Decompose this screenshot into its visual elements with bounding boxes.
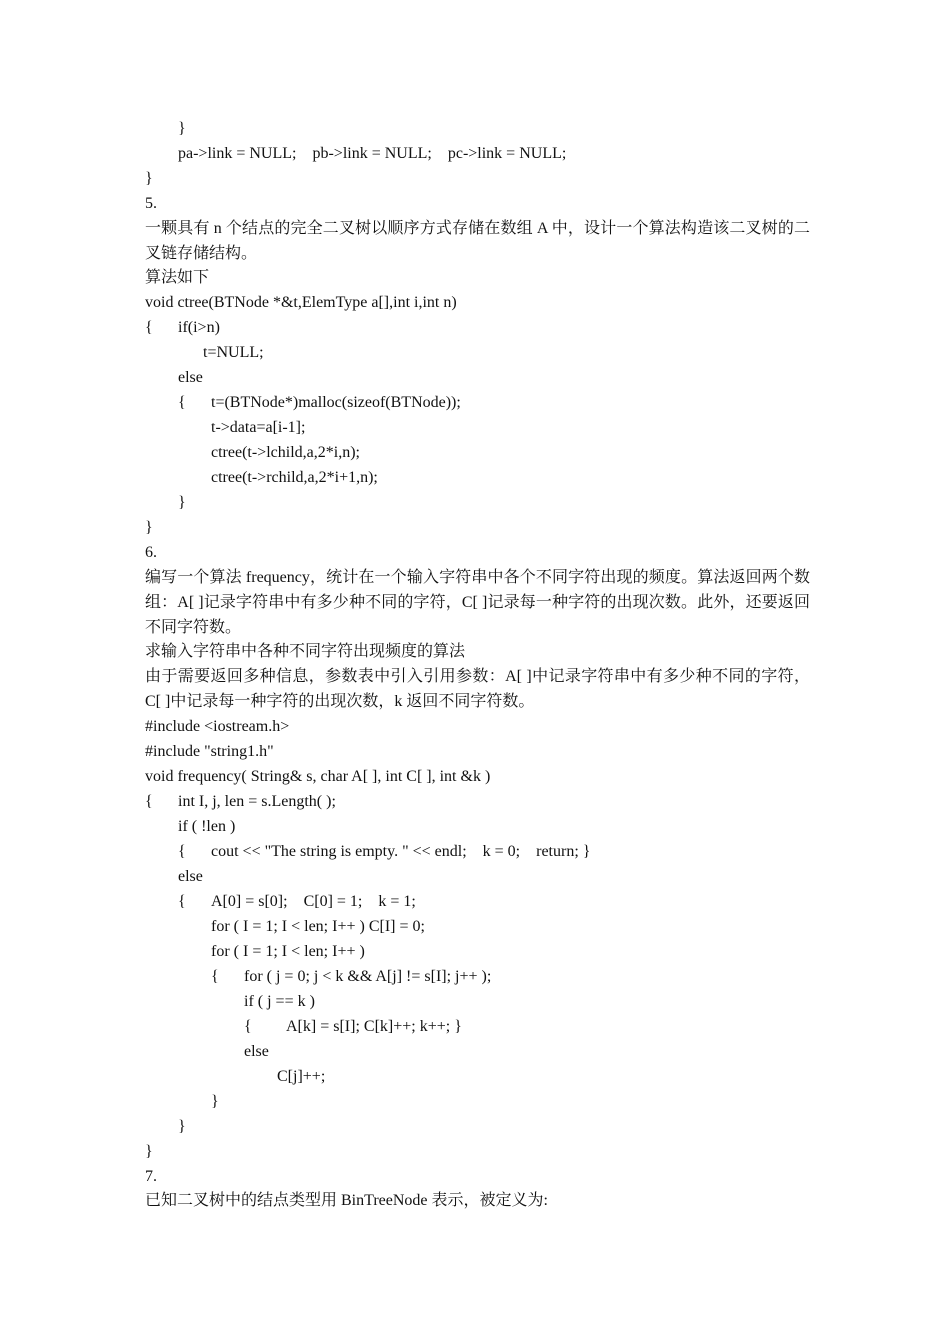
text-line: 已知二叉树中的结点类型用 BinTreeNode 表示，被定义为: xyxy=(145,1192,548,1209)
code-line: pa->link = NULL; pb->link = NULL; pc->link = NULL; xyxy=(178,145,567,162)
problem-statement: 一颗具有 n 个结点的完全二叉树以顺序方式存储在数组 A 中，设计一个算法构造该二叉树的二叉链存储结构。 xyxy=(145,220,810,262)
code-line: t=(BTNode*)malloc(sizeof(BTNode)); xyxy=(211,394,461,411)
code-line: A[0] = s[0]; C[0] = 1; k = 1; xyxy=(211,893,416,910)
text-line: 求输入字符串中各种不同字符出现频度的算法 xyxy=(145,643,466,660)
code-line: for ( I = 1; I < len; I++ ) xyxy=(211,943,365,960)
code-line: t=NULL; xyxy=(203,344,264,361)
code-line: { xyxy=(211,968,219,985)
code-line: #include <iostream.h> xyxy=(145,718,290,735)
code-line: } xyxy=(145,519,153,536)
code-line: { xyxy=(145,793,153,810)
problem-statement: 编写一个算法 frequency，统计在一个输入字符串中各个不同字符出现的频度。算法返回两个数组：A[ ]记录字符串中有多少种不同的字符，C[ ]记录每一种字符的出现次数。此外，还要返回不同字符数。 xyxy=(145,569,810,636)
code-line: { xyxy=(244,1018,252,1035)
code-line: if(i>n) xyxy=(178,319,220,336)
section-number: 5. xyxy=(145,195,157,212)
code-line: void ctree(BTNode *&t,ElemType a[],int i,int n) xyxy=(145,294,457,311)
code-line: { xyxy=(145,319,153,336)
code-line: t->data=a[i-1]; xyxy=(211,419,306,436)
code-line: else xyxy=(178,369,203,386)
code-line: } xyxy=(178,494,186,511)
section-number: 6. xyxy=(145,544,157,561)
code-line: } xyxy=(211,1093,219,1110)
code-line: ctree(t->rchild,a,2*i+1,n); xyxy=(211,469,378,486)
code-line: if ( j == k ) xyxy=(244,993,315,1010)
code-line: else xyxy=(178,868,203,885)
code-line: { xyxy=(178,843,186,860)
code-line: } xyxy=(145,1143,153,1160)
code-line: { xyxy=(178,893,186,910)
code-line: for ( j = 0; j < k && A[j] != s[I]; j++ ); xyxy=(244,968,492,985)
code-line: A[k] = s[I]; C[k]++; k++; } xyxy=(286,1018,462,1035)
code-line: } xyxy=(145,170,153,187)
code-line: } xyxy=(178,1118,186,1135)
code-line: C[j]++; xyxy=(277,1068,326,1085)
section-number: 7. xyxy=(145,1168,157,1185)
code-line: #include "string1.h" xyxy=(145,743,274,760)
code-line: int I, j, len = s.Length( ); xyxy=(178,793,336,810)
code-line: cout << "The string is empty. " << endl; k = 0; return; } xyxy=(211,843,591,860)
code-line: else xyxy=(244,1043,269,1060)
code-line: void frequency( String& s, char A[ ], int C[ ], int &k ) xyxy=(145,768,491,785)
code-line: } xyxy=(178,120,186,137)
text-line: 算法如下 xyxy=(145,269,210,286)
code-line: if ( !len ) xyxy=(178,818,236,835)
code-line: for ( I = 1; I < len; I++ ) C[I] = 0; xyxy=(211,918,425,935)
explanation-paragraph: 由于需要返回多种信息，参数表中引入引用参数：A[ ]中记录字符串中有多少种不同的字符，C[ ]中记录每一种字符的出现次数，k 返回不同字符数。 xyxy=(145,668,810,710)
code-line: ctree(t->lchild,a,2*i,n); xyxy=(211,444,360,461)
code-line: { xyxy=(178,394,186,411)
